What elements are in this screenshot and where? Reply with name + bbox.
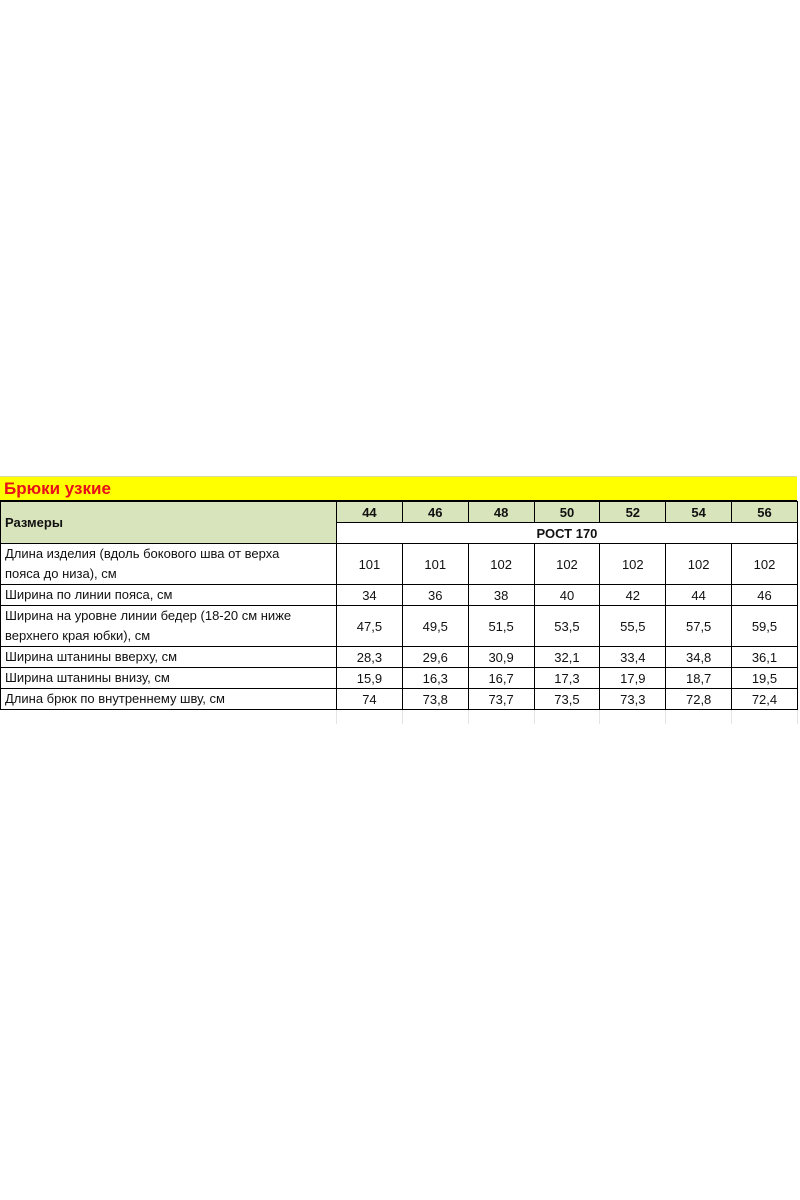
value-cell: 49,5 (402, 606, 468, 647)
table-row (1, 585, 798, 606)
empty-cell (1, 710, 337, 724)
header-row-sizes (1, 502, 798, 523)
table-row (1, 689, 798, 710)
row-label-line: верхнего края юбки), см (5, 628, 151, 643)
value-cell: 73,3 (600, 689, 666, 710)
size-header-cell: 56 (732, 502, 798, 523)
size-header-cell: 52 (600, 502, 666, 523)
value-cell: 102 (732, 544, 798, 585)
row-label: Ширина по линии пояса, см (1, 585, 337, 606)
row-label-line: пояса до низа), см (5, 566, 117, 581)
value-cell: 102 (468, 544, 534, 585)
value-cell: 28,3 (337, 647, 403, 668)
value-cell: 34,8 (666, 647, 732, 668)
row-label-line: Длина изделия (вдоль бокового шва от верха (5, 546, 280, 561)
value-cell: 74 (337, 689, 403, 710)
size-table (0, 501, 798, 724)
row-label (1, 544, 337, 585)
value-cell: 73,8 (402, 689, 468, 710)
value-cell: 15,9 (337, 668, 403, 689)
value-cell: 73,7 (468, 689, 534, 710)
row-label: Длина брюк по внутреннему шву, см (1, 689, 337, 710)
empty-row (1, 710, 798, 724)
title-bar (0, 476, 797, 501)
empty-cell (468, 710, 534, 724)
table-row (1, 668, 798, 689)
chart-title: Брюки узкие (4, 478, 111, 498)
value-cell: 17,9 (600, 668, 666, 689)
empty-cell (337, 710, 403, 724)
table-row (1, 606, 798, 647)
row-label (1, 606, 337, 647)
value-cell: 16,7 (468, 668, 534, 689)
value-cell: 59,5 (732, 606, 798, 647)
value-cell: 44 (666, 585, 732, 606)
empty-cell (402, 710, 468, 724)
size-chart (0, 476, 797, 724)
value-cell: 102 (534, 544, 600, 585)
value-cell: 17,3 (534, 668, 600, 689)
value-cell: 29,6 (402, 647, 468, 668)
sizes-label: Размеры (1, 502, 337, 544)
value-cell: 36 (402, 585, 468, 606)
row-label-line: Ширина на уровне линии бедер (18-20 см ниже (5, 608, 292, 623)
value-cell: 53,5 (534, 606, 600, 647)
value-cell: 18,7 (666, 668, 732, 689)
table-row (1, 647, 798, 668)
value-cell: 46 (732, 585, 798, 606)
value-cell: 72,4 (732, 689, 798, 710)
height-label: РОСТ 170 (337, 523, 798, 544)
size-header-cell: 44 (337, 502, 403, 523)
value-cell: 102 (600, 544, 666, 585)
row-label: Ширина штанины внизу, см (1, 668, 337, 689)
value-cell: 47,5 (337, 606, 403, 647)
value-cell: 42 (600, 585, 666, 606)
value-cell: 38 (468, 585, 534, 606)
value-cell: 101 (337, 544, 403, 585)
value-cell: 30,9 (468, 647, 534, 668)
size-header-cell: 46 (402, 502, 468, 523)
row-label: Ширина штанины вверху, см (1, 647, 337, 668)
value-cell: 19,5 (732, 668, 798, 689)
value-cell: 57,5 (666, 606, 732, 647)
value-cell: 102 (666, 544, 732, 585)
empty-cell (534, 710, 600, 724)
value-cell: 51,5 (468, 606, 534, 647)
size-header-cell: 50 (534, 502, 600, 523)
size-header-cell: 48 (468, 502, 534, 523)
value-cell: 34 (337, 585, 403, 606)
size-header-cell: 54 (666, 502, 732, 523)
empty-cell (732, 710, 798, 724)
value-cell: 73,5 (534, 689, 600, 710)
empty-cell (600, 710, 666, 724)
table-row (1, 544, 798, 585)
value-cell: 72,8 (666, 689, 732, 710)
value-cell: 40 (534, 585, 600, 606)
value-cell: 16,3 (402, 668, 468, 689)
value-cell: 55,5 (600, 606, 666, 647)
value-cell: 101 (402, 544, 468, 585)
value-cell: 32,1 (534, 647, 600, 668)
empty-cell (666, 710, 732, 724)
value-cell: 33,4 (600, 647, 666, 668)
value-cell: 36,1 (732, 647, 798, 668)
